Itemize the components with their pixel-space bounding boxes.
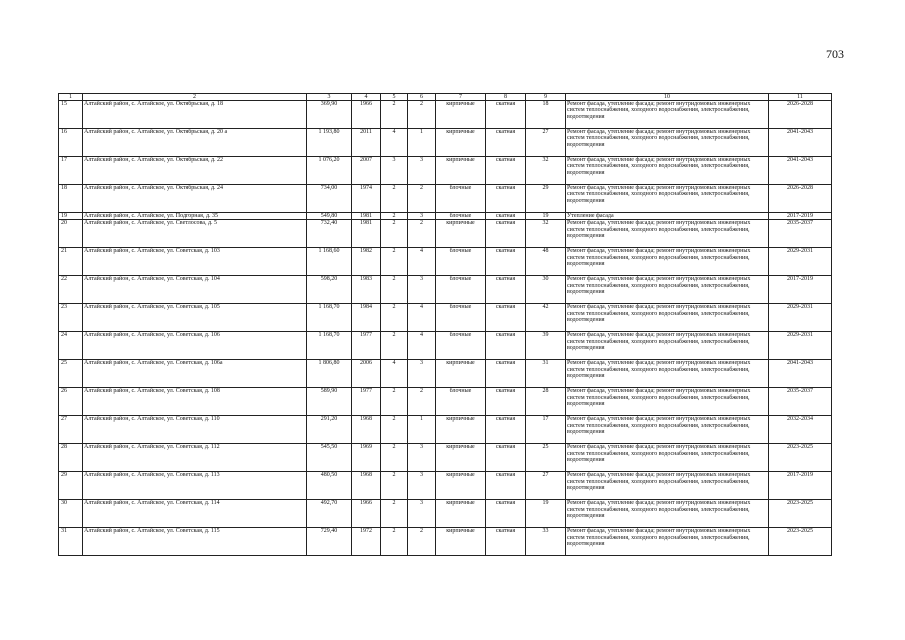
address-cell: Алтайский район, с. Алтайское, ул. Советская, д. 103: [83, 248, 307, 276]
year-cell: 1966: [352, 101, 381, 129]
year-cell: 1969: [352, 444, 381, 472]
walls-cell: кирпичные: [436, 444, 486, 472]
floors-cell: 2: [381, 444, 408, 472]
year-cell: 1966: [352, 500, 381, 528]
table-row: [59, 472, 832, 500]
floors-cell: 2: [381, 528, 408, 556]
roof-cell: скатная: [486, 157, 526, 185]
walls-cell: блочные: [436, 248, 486, 276]
table-row: [59, 157, 832, 185]
roof-cell: скатная: [486, 416, 526, 444]
area-cell: 1 076,20: [307, 157, 352, 185]
row-number: 19: [59, 213, 83, 220]
roof-cell: скатная: [486, 220, 526, 248]
entrances-cell: 3: [408, 360, 436, 388]
address-cell: Алтайский район, с. Алтайское, ул. Советская, д. 105: [83, 304, 307, 332]
area-cell: 1 806,80: [307, 360, 352, 388]
year-cell: 1977: [352, 388, 381, 416]
period-cell: 2032-2034: [769, 416, 832, 444]
roof-cell: скатная: [486, 213, 526, 220]
entrances-cell: 3: [408, 500, 436, 528]
entrances-cell: 3: [408, 213, 436, 220]
works-cell: Ремонт фасада, утепление фасада; ремонт внутридомовых инженерных систем теплоснабжения, холодного водоснабжения, электроснабжения, водоотведения: [566, 101, 769, 129]
table-row: [59, 220, 832, 248]
column-number: 4: [352, 94, 381, 101]
row-number: 29: [59, 472, 83, 500]
row-number: 15: [59, 101, 83, 129]
row-number: 27: [59, 416, 83, 444]
table-row: [59, 276, 832, 304]
works-cell: Ремонт фасада, утепление фасада; ремонт внутридомовых инженерных систем теплоснабжения, холодного водоснабжения, электроснабжения, водоотведения: [566, 388, 769, 416]
column-number: 5: [381, 94, 408, 101]
area-cell: 729,40: [307, 528, 352, 556]
works-cell: Утепление фасада: [566, 213, 769, 220]
floors-cell: 2: [381, 101, 408, 129]
table-row: [59, 444, 832, 472]
table-row: [59, 388, 832, 416]
apartments-cell: 19: [526, 213, 566, 220]
floors-cell: 2: [381, 472, 408, 500]
address-cell: Алтайский район, с. Алтайское, ул. Октябрьская, д. 22: [83, 157, 307, 185]
floors-cell: 2: [381, 332, 408, 360]
address-cell: Алтайский район, с. Алтайское, ул. Советская, д. 113: [83, 472, 307, 500]
row-number: 20: [59, 220, 83, 248]
apartments-cell: 17: [526, 416, 566, 444]
walls-cell: блочные: [436, 388, 486, 416]
year-cell: 1983: [352, 276, 381, 304]
roof-cell: скатная: [486, 248, 526, 276]
walls-cell: кирпичные: [436, 472, 486, 500]
year-cell: 1981: [352, 220, 381, 248]
floors-cell: 2: [381, 248, 408, 276]
table-body: [59, 101, 832, 556]
column-number: 1: [59, 94, 83, 101]
table-row: [59, 101, 832, 129]
row-number: 28: [59, 444, 83, 472]
works-cell: Ремонт фасада, утепление фасада; ремонт внутридомовых инженерных систем теплоснабжения, холодного водоснабжения, электроснабжения, водоотведения: [566, 416, 769, 444]
area-cell: 1 193,80: [307, 129, 352, 157]
row-number: 25: [59, 360, 83, 388]
period-cell: 2041-2043: [769, 360, 832, 388]
period-cell: 2029-2031: [769, 248, 832, 276]
housing-register-table: [58, 93, 832, 556]
year-cell: 1968: [352, 416, 381, 444]
entrances-cell: 4: [408, 304, 436, 332]
address-cell: Алтайский район, с. Алтайское, ул. Советская, д. 106: [83, 332, 307, 360]
table-row: [59, 213, 832, 220]
row-number: 23: [59, 304, 83, 332]
floors-cell: 2: [381, 220, 408, 248]
entrances-cell: 4: [408, 332, 436, 360]
row-number: 21: [59, 248, 83, 276]
apartments-cell: 30: [526, 276, 566, 304]
period-cell: 2029-2031: [769, 332, 832, 360]
apartments-cell: 19: [526, 500, 566, 528]
year-cell: 1977: [352, 332, 381, 360]
year-cell: 1972: [352, 528, 381, 556]
entrances-cell: 3: [408, 472, 436, 500]
works-cell: Ремонт фасада, утепление фасада; ремонт внутридомовых инженерных систем теплоснабжения, холодного водоснабжения, электроснабжения, водоотведения: [566, 157, 769, 185]
address-cell: Алтайский район, с. Алтайское, ул. Советская, д. 108: [83, 388, 307, 416]
entrances-cell: 1: [408, 129, 436, 157]
address-cell: Алтайский район, с. Алтайское, ул. Советская, д. 106а: [83, 360, 307, 388]
floors-cell: 4: [381, 129, 408, 157]
entrances-cell: 4: [408, 248, 436, 276]
floors-cell: 3: [381, 157, 408, 185]
area-cell: 1 168,70: [307, 304, 352, 332]
address-cell: Алтайский район, с. Алтайское, ул. Советская, д. 112: [83, 444, 307, 472]
row-number: 22: [59, 276, 83, 304]
area-cell: 545,50: [307, 444, 352, 472]
row-number: 31: [59, 528, 83, 556]
year-cell: 1974: [352, 185, 381, 213]
column-number: 9: [526, 94, 566, 101]
works-cell: Ремонт фасада, утепление фасада; ремонт внутридомовых инженерных систем теплоснабжения, холодного водоснабжения, электроснабжения, водоотведения: [566, 360, 769, 388]
walls-cell: блочные: [436, 304, 486, 332]
table-row: [59, 500, 832, 528]
works-cell: Ремонт фасада, утепление фасада; ремонт внутридомовых инженерных систем теплоснабжения, холодного водоснабжения, электроснабжения, водоотведения: [566, 248, 769, 276]
roof-cell: скатная: [486, 472, 526, 500]
entrances-cell: 1: [408, 416, 436, 444]
address-cell: Алтайский район, с. Алтайское, ул. Советская, д. 115: [83, 528, 307, 556]
entrances-cell: 2: [408, 185, 436, 213]
entrances-cell: 2: [408, 388, 436, 416]
walls-cell: кирпичные: [436, 101, 486, 129]
walls-cell: блочные: [436, 185, 486, 213]
roof-cell: скатная: [486, 304, 526, 332]
apartments-cell: 27: [526, 472, 566, 500]
area-cell: 492,70: [307, 500, 352, 528]
floors-cell: 2: [381, 185, 408, 213]
address-cell: Алтайский район, с. Алтайское, ул. Подгорная, д. 35: [83, 213, 307, 220]
area-cell: 291,20: [307, 416, 352, 444]
row-number: 16: [59, 129, 83, 157]
table-row: [59, 360, 832, 388]
roof-cell: скатная: [486, 360, 526, 388]
apartments-cell: 33: [526, 528, 566, 556]
column-number-row: [59, 94, 832, 101]
walls-cell: кирпичные: [436, 416, 486, 444]
page-number: 703: [826, 47, 844, 61]
works-cell: Ремонт фасада, утепление фасада; ремонт внутридомовых инженерных систем теплоснабжения, холодного водоснабжения, электроснабжения, водоотведения: [566, 276, 769, 304]
year-cell: 1984: [352, 304, 381, 332]
area-cell: 589,90: [307, 388, 352, 416]
area-cell: 1 168,70: [307, 332, 352, 360]
roof-cell: скатная: [486, 528, 526, 556]
table-row: [59, 332, 832, 360]
period-cell: 2041-2043: [769, 129, 832, 157]
address-cell: Алтайский район, с. Алтайское, ул. Советская, д. 104: [83, 276, 307, 304]
column-number: 7: [436, 94, 486, 101]
entrances-cell: 3: [408, 157, 436, 185]
roof-cell: скатная: [486, 444, 526, 472]
entrances-cell: 3: [408, 444, 436, 472]
apartments-cell: 39: [526, 332, 566, 360]
column-number: 3: [307, 94, 352, 101]
column-number: 10: [566, 94, 769, 101]
row-number: 26: [59, 388, 83, 416]
period-cell: 2041-2043: [769, 157, 832, 185]
row-number: 18: [59, 185, 83, 213]
works-cell: Ремонт фасада, утепление фасада; ремонт внутридомовых инженерных систем теплоснабжения, холодного водоснабжения, электроснабжения, водоотведения: [566, 444, 769, 472]
period-cell: 2026-2028: [769, 185, 832, 213]
area-cell: 369,90: [307, 101, 352, 129]
apartments-cell: 31: [526, 360, 566, 388]
floors-cell: 2: [381, 388, 408, 416]
works-cell: Ремонт фасада, утепление фасада; ремонт внутридомовых инженерных систем теплоснабжения, холодного водоснабжения, электроснабжения, водоотведения: [566, 528, 769, 556]
works-cell: Ремонт фасада, утепление фасада; ремонт внутридомовых инженерных систем теплоснабжения, холодного водоснабжения, электроснабжения, водоотведения: [566, 332, 769, 360]
period-cell: 2017-2019: [769, 213, 832, 220]
walls-cell: кирпичные: [436, 360, 486, 388]
area-cell: 480,50: [307, 472, 352, 500]
area-cell: 1 168,60: [307, 248, 352, 276]
period-cell: 2023-2025: [769, 500, 832, 528]
floors-cell: 2: [381, 304, 408, 332]
roof-cell: скатная: [486, 101, 526, 129]
walls-cell: блочные: [436, 332, 486, 360]
year-cell: 1982: [352, 248, 381, 276]
table-row: [59, 129, 832, 157]
roof-cell: скатная: [486, 185, 526, 213]
apartments-cell: 29: [526, 185, 566, 213]
apartments-cell: 32: [526, 220, 566, 248]
row-number: 24: [59, 332, 83, 360]
works-cell: Ремонт фасада, утепление фасада; ремонт внутридомовых инженерных систем теплоснабжения, холодного водоснабжения, электроснабжения, водоотведения: [566, 220, 769, 248]
row-number: 17: [59, 157, 83, 185]
entrances-cell: 2: [408, 101, 436, 129]
works-cell: Ремонт фасада, утепление фасада; ремонт внутридомовых инженерных систем теплоснабжения, холодного водоснабжения, электроснабжения, водоотведения: [566, 129, 769, 157]
apartments-cell: 18: [526, 101, 566, 129]
period-cell: 2029-2031: [769, 304, 832, 332]
column-number: 11: [769, 94, 832, 101]
walls-cell: кирпичные: [436, 220, 486, 248]
walls-cell: кирпичные: [436, 528, 486, 556]
entrances-cell: 2: [408, 528, 436, 556]
entrances-cell: 3: [408, 276, 436, 304]
period-cell: 2023-2025: [769, 528, 832, 556]
period-cell: 2017-2019: [769, 472, 832, 500]
row-number: 30: [59, 500, 83, 528]
year-cell: 1968: [352, 472, 381, 500]
period-cell: 2035-2037: [769, 388, 832, 416]
apartments-cell: 28: [526, 388, 566, 416]
walls-cell: блочные: [436, 276, 486, 304]
roof-cell: скатная: [486, 388, 526, 416]
floors-cell: 2: [381, 276, 408, 304]
address-cell: Алтайский район, с. Алтайское, ул. Октябрьская, д. 20 а: [83, 129, 307, 157]
period-cell: 2026-2028: [769, 101, 832, 129]
apartments-cell: 27: [526, 129, 566, 157]
column-number: 6: [408, 94, 436, 101]
apartments-cell: 42: [526, 304, 566, 332]
period-cell: 2023-2025: [769, 444, 832, 472]
works-cell: Ремонт фасада, утепление фасада; ремонт внутридомовых инженерных систем теплоснабжения, холодного водоснабжения, электроснабжения, водоотведения: [566, 185, 769, 213]
address-cell: Алтайский район, с. Алтайское, ул. Октябрьская, д. 18: [83, 101, 307, 129]
floors-cell: 2: [381, 500, 408, 528]
period-cell: 2035-2037: [769, 220, 832, 248]
apartments-cell: 48: [526, 248, 566, 276]
walls-cell: блочные: [436, 213, 486, 220]
column-number: 8: [486, 94, 526, 101]
table-row: [59, 304, 832, 332]
area-cell: 598,20: [307, 276, 352, 304]
address-cell: Алтайский район, с. Алтайское, ул. Светлосова, д. 5: [83, 220, 307, 248]
entrances-cell: 2: [408, 220, 436, 248]
table-row: [59, 185, 832, 213]
apartments-cell: 25: [526, 444, 566, 472]
address-cell: Алтайский район, с. Алтайское, ул. Октябрьская, д. 24: [83, 185, 307, 213]
table-row: [59, 248, 832, 276]
area-cell: 734,00: [307, 185, 352, 213]
period-cell: 2017-2019: [769, 276, 832, 304]
floors-cell: 2: [381, 213, 408, 220]
table-row: [59, 416, 832, 444]
area-cell: 549,80: [307, 213, 352, 220]
year-cell: 2011: [352, 129, 381, 157]
area-cell: 732,40: [307, 220, 352, 248]
walls-cell: кирпичные: [436, 129, 486, 157]
works-cell: Ремонт фасада, утепление фасада; ремонт внутридомовых инженерных систем теплоснабжения, холодного водоснабжения, электроснабжения, водоотведения: [566, 500, 769, 528]
floors-cell: 2: [381, 416, 408, 444]
year-cell: 2007: [352, 157, 381, 185]
walls-cell: кирпичные: [436, 157, 486, 185]
column-number: 2: [83, 94, 307, 101]
year-cell: 2006: [352, 360, 381, 388]
floors-cell: 4: [381, 360, 408, 388]
roof-cell: скатная: [486, 129, 526, 157]
address-cell: Алтайский район, с. Алтайское, ул. Советская, д. 110: [83, 416, 307, 444]
address-cell: Алтайский район, с. Алтайское, ул. Советская, д. 114: [83, 500, 307, 528]
year-cell: 1981: [352, 213, 381, 220]
roof-cell: скатная: [486, 276, 526, 304]
table-row: [59, 528, 832, 556]
apartments-cell: 32: [526, 157, 566, 185]
works-cell: Ремонт фасада, утепление фасада; ремонт внутридомовых инженерных систем теплоснабжения, холодного водоснабжения, электроснабжения, водоотведения: [566, 304, 769, 332]
walls-cell: кирпичные: [436, 500, 486, 528]
roof-cell: скатная: [486, 500, 526, 528]
roof-cell: скатная: [486, 332, 526, 360]
works-cell: Ремонт фасада, утепление фасада; ремонт внутридомовых инженерных систем теплоснабжения, холодного водоснабжения, электроснабжения, водоотведения: [566, 472, 769, 500]
